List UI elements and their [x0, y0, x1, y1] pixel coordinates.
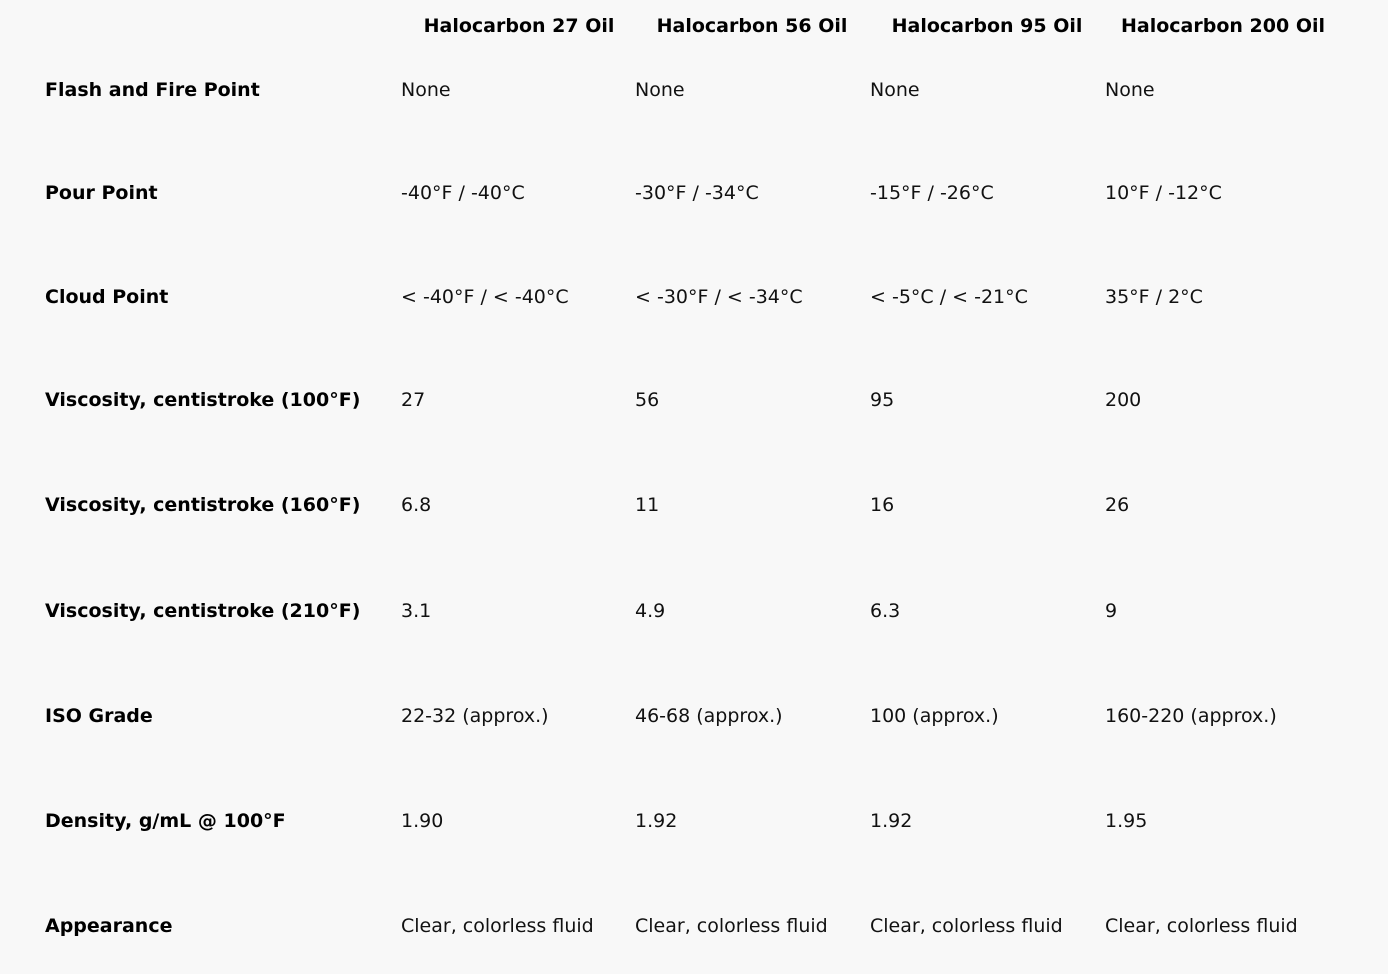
table-cell: 10°F / -12°C — [1105, 182, 1222, 204]
table-cell: -15°F / -26°C — [870, 182, 994, 204]
table-cell: 46-68 (approx.) — [635, 705, 783, 727]
row-label: Density, g/mL @ 100°F — [45, 810, 286, 832]
row-label: Viscosity, centistroke (160°F) — [45, 494, 361, 516]
table-cell: -40°F / -40°C — [401, 182, 525, 204]
table-row — [0, 485, 1388, 525]
table-cell: 1.95 — [1105, 810, 1148, 832]
table-cell: 22-32 (approx.) — [401, 705, 549, 727]
row-label: Appearance — [45, 915, 173, 937]
column-header: Halocarbon 200 Oil — [1121, 15, 1325, 37]
table-cell: 9 — [1105, 600, 1118, 622]
table-row — [0, 173, 1388, 213]
table-cell: 1.90 — [401, 810, 444, 832]
row-label: Flash and Fire Point — [45, 79, 260, 101]
column-header: Halocarbon 95 Oil — [891, 15, 1083, 37]
row-label: Pour Point — [45, 182, 158, 204]
table-row — [0, 906, 1388, 946]
table-cell: Clear, colorless fluid — [401, 915, 594, 937]
table-cell: 160-220 (approx.) — [1105, 705, 1277, 727]
table-cell: 95 — [870, 389, 895, 411]
table-cell: -30°F / -34°C — [635, 182, 759, 204]
table-cell: < -5°C / < -21°C — [870, 286, 1028, 308]
column-header: Halocarbon 56 Oil — [656, 15, 848, 37]
table-cell: 3.1 — [401, 600, 432, 622]
row-label: Viscosity, centistroke (100°F) — [45, 389, 361, 411]
table-cell: 1.92 — [870, 810, 913, 832]
table-cell: None — [1105, 79, 1155, 101]
row-label: Cloud Point — [45, 286, 169, 308]
table-cell: 100 (approx.) — [870, 705, 999, 727]
table-cell: None — [635, 79, 685, 101]
table-row — [0, 801, 1388, 841]
table-row — [0, 70, 1388, 110]
table-cell: 200 — [1105, 389, 1142, 411]
table-cell: 4.9 — [635, 600, 666, 622]
table-cell: Clear, colorless fluid — [870, 915, 1063, 937]
table-row — [0, 277, 1388, 317]
table-row — [0, 591, 1388, 631]
table-cell: 35°F / 2°C — [1105, 286, 1203, 308]
table-row — [0, 696, 1388, 736]
table-cell: 6.3 — [870, 600, 901, 622]
table-cell: 16 — [870, 494, 895, 516]
table-cell: 11 — [635, 494, 660, 516]
row-label: ISO Grade — [45, 705, 153, 727]
table-cell: Clear, colorless fluid — [1105, 915, 1298, 937]
table-cell: 26 — [1105, 494, 1130, 516]
table-cell: Clear, colorless fluid — [635, 915, 828, 937]
table-cell: 1.92 — [635, 810, 678, 832]
row-label: Viscosity, centistroke (210°F) — [45, 600, 361, 622]
table-cell: None — [401, 79, 451, 101]
table-cell: 27 — [401, 389, 426, 411]
table-cell: None — [870, 79, 920, 101]
table-cell: < -30°F / < -34°C — [635, 286, 803, 308]
table-cell: < -40°F / < -40°C — [401, 286, 569, 308]
table-row — [0, 380, 1388, 420]
table-cell: 6.8 — [401, 494, 432, 516]
table-cell: 56 — [635, 389, 660, 411]
column-header: Halocarbon 27 Oil — [423, 15, 615, 37]
